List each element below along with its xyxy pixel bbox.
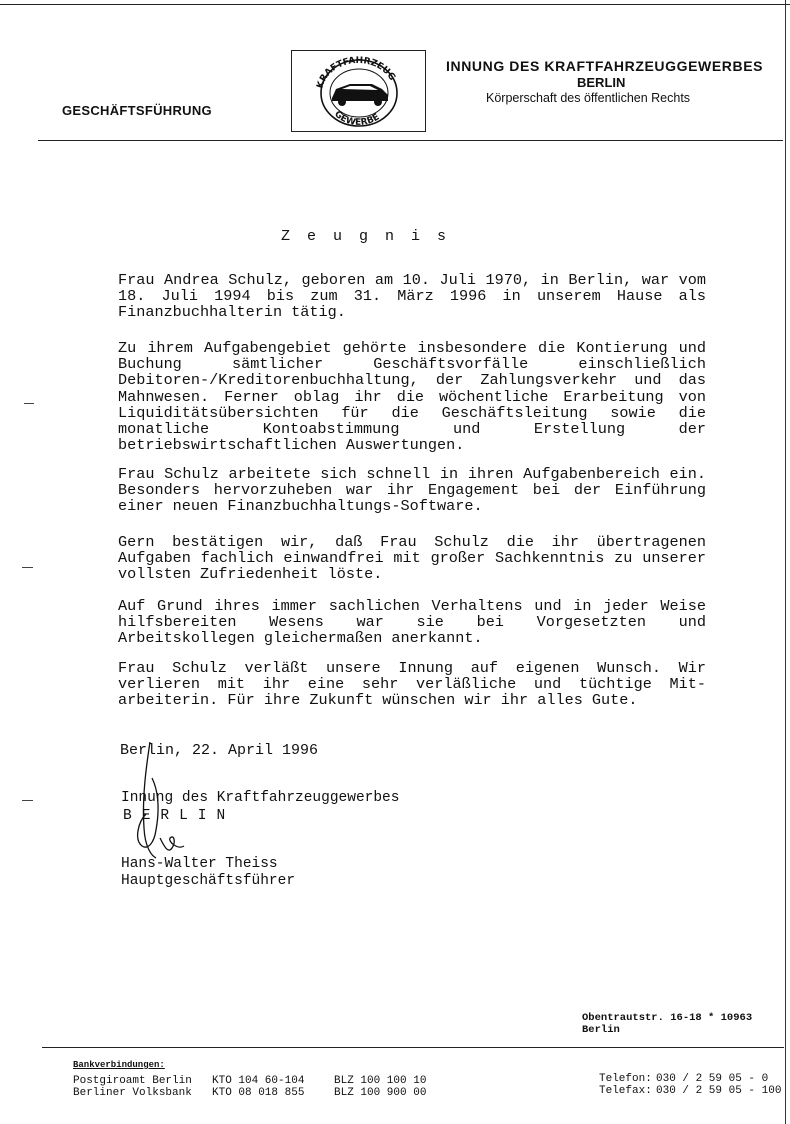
document-title: Zeugnis — [281, 228, 464, 245]
paragraph-employment: Frau Andrea Schulz, geboren am 10. Juli 1970, in Berlin, war vom 18. Juli 1994 bis zum 31. März 1996 in unserem Hause als Finanzbuchhalterin tätig. — [118, 271, 706, 322]
bank-name: Postgiroamt Berlin — [73, 1075, 192, 1087]
date-line: Berlin, 22. April 1996 — [120, 742, 319, 759]
postal-address: Obentrautstr. 16-18 * 10963 Berlin — [582, 1012, 753, 1036]
signatory-name: Hans-Walter Theiss — [121, 856, 278, 872]
car-emblem-icon — [292, 51, 427, 133]
org-subtitle: Körperschaft des öffentlichen Rechts — [486, 91, 691, 105]
header-divider — [38, 140, 783, 141]
bank-account: KTO 104 60-104 — [212, 1075, 305, 1087]
bank-account: KTO 08 018 855 — [212, 1087, 305, 1099]
signature-org: Innung des Kraftfahrzeuggewerbes — [121, 790, 400, 806]
bank-name: Berliner Volksbank — [73, 1087, 192, 1099]
org-city: BERLIN — [577, 75, 626, 90]
org-name: INNUNG DES KRAFTFAHRZEUGGEWERBES — [446, 58, 764, 74]
telefon-number: 030 / 2 59 05 - 0 — [656, 1073, 769, 1085]
telefon-label: Telefon: — [599, 1073, 652, 1085]
bank-code: BLZ 100 100 10 — [334, 1075, 427, 1087]
logo-bottom-text: GEWERBE — [332, 109, 382, 128]
footer-divider — [42, 1047, 784, 1048]
right-edge-line — [785, 0, 786, 1124]
bank-label: Bankverbindungen: — [73, 1060, 165, 1070]
paragraph-duties: Zu ihrem Aufgabengebiet gehörte insbesondere die Kontierung und Buchung sämtlicher Geschäftsvorfälle einschließlich Debitoren-/Kreditorenbuchhaltung, der Zahlungsverkehr und das Mahnwesen. Ferner oblag ihr die wöchentliche Erarbeitung von Liquiditätsübersichten für die Geschäftsleitung sowie die monatliche Kontoabstimmung und Erstellung der betriebswirtschaftlichen Auswertungen. — [118, 339, 706, 455]
fold-mark — [22, 800, 33, 801]
paragraph-performance: Gern bestätigen wir, daß Frau Schulz die ihr übertragenen Aufgaben fachlich einwandfrei mit großer Sachkenntnis zu unserer vollsten Zufriedenheit löste. — [118, 533, 706, 584]
department-label: GESCHÄFTSFÜHRUNG — [62, 103, 212, 118]
paragraph-conduct: Auf Grund ihres immer sachlichen Verhaltens und in jeder Weise hilfsbereiten Wesens war sie bei Vorgesetzten und Arbeitskollegen gleichermaßen anerkannt. — [118, 597, 706, 648]
telefax-number: 030 / 2 59 05 - 100 — [656, 1085, 782, 1097]
fold-mark — [24, 403, 34, 404]
signature-city: BERLIN — [123, 808, 236, 824]
signatory-title: Hauptgeschäftsführer — [121, 873, 296, 889]
punch-mark — [22, 567, 33, 568]
top-edge-line — [0, 4, 790, 5]
paragraph-farewell: Frau Schulz verläßt unsere Innung auf eigenen Wunsch. Wir verlieren mit ihr eine sehr verläßliche und tüchtige Mit-arbeiterin. Für ihre Zukunft wünschen wir ihr alles Gute. — [118, 659, 706, 710]
bank-code: BLZ 100 900 00 — [334, 1087, 427, 1099]
paragraph-engagement: Frau Schulz arbeitete sich schnell in ihren Aufgabenbereich ein. Besonders hervorzuheben war ihr Engagement bei der Einführung einer neuen Finanzbuchhaltungs-Software. — [118, 465, 706, 516]
telefax-label: Telefax: — [599, 1085, 652, 1097]
logo-top-text: KRAFTFAHRZEUG — [315, 55, 397, 90]
svg-text:GEWERBE — [332, 109, 381, 128]
guild-logo — [291, 50, 426, 132]
handwritten-signature — [112, 738, 202, 868]
